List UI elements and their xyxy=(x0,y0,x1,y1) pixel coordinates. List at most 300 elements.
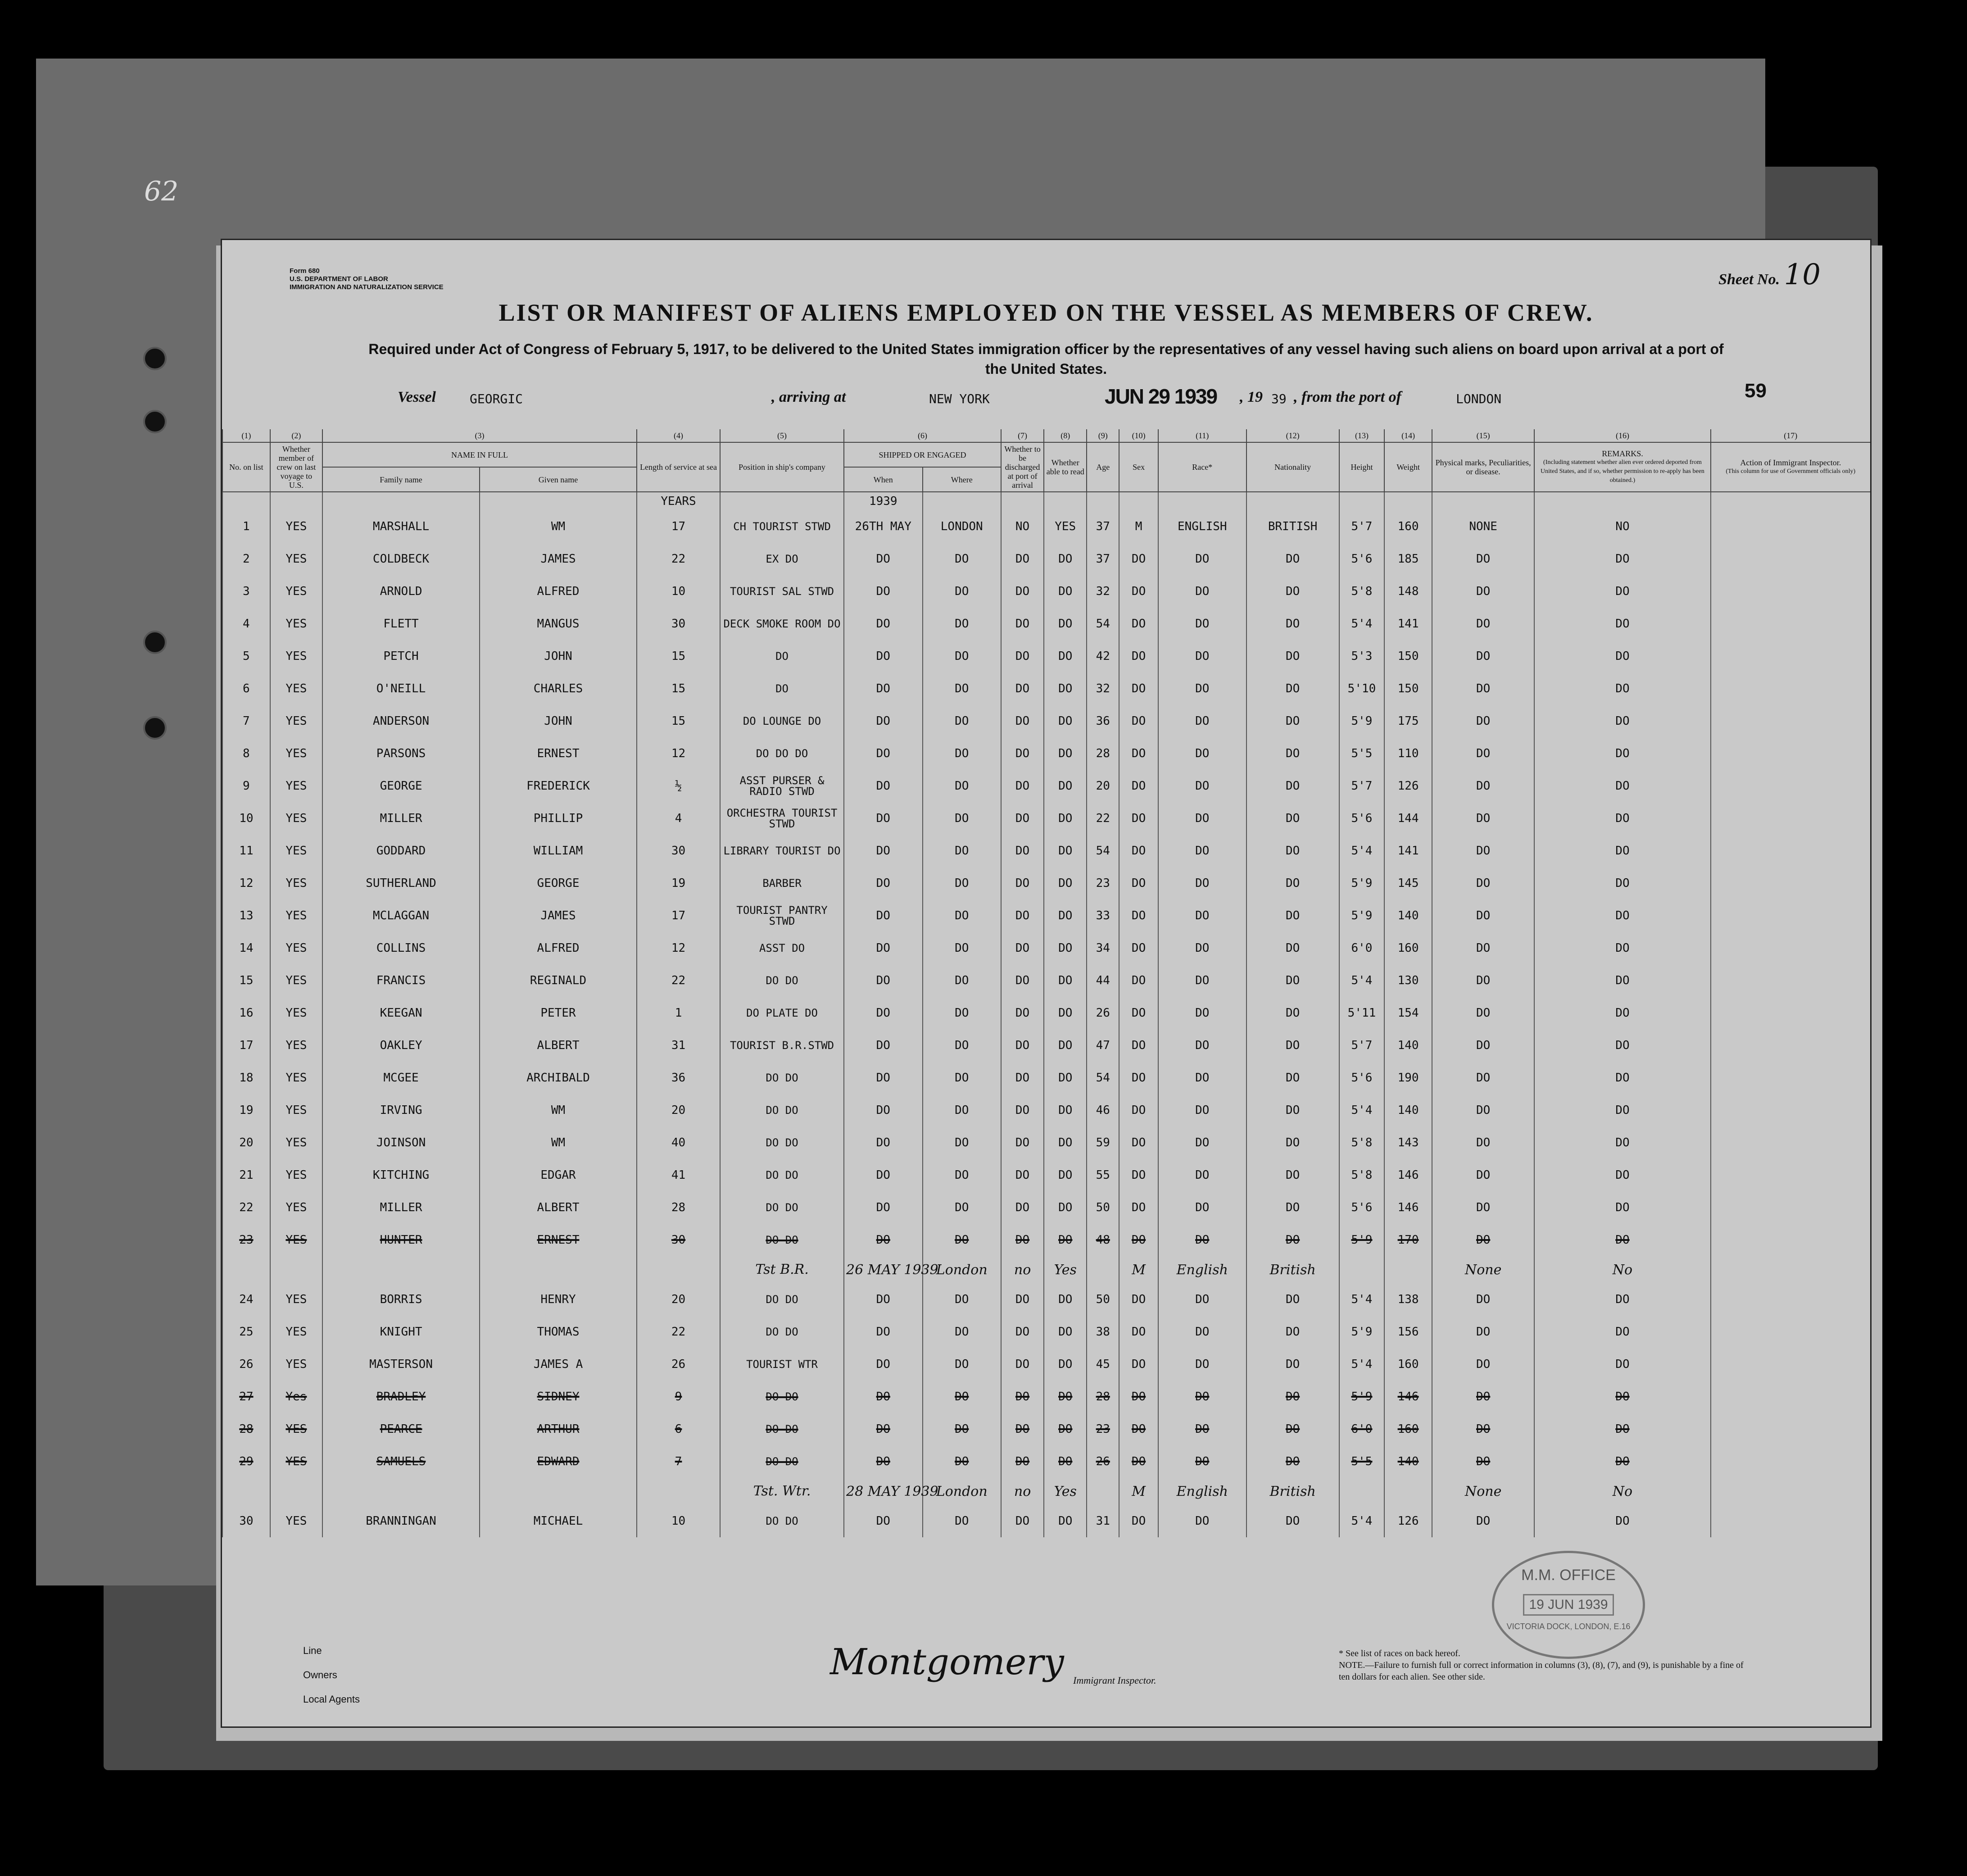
cell-weight: 146 xyxy=(1384,1191,1432,1224)
cell-disch: no xyxy=(1001,1256,1044,1283)
cell-yes: YES xyxy=(270,770,322,802)
cell-action xyxy=(1711,737,1870,770)
cell-yes: YES xyxy=(270,1348,322,1381)
cell-when: DO xyxy=(844,705,922,737)
cell-sex: DO xyxy=(1119,997,1158,1029)
cell-yes: YES xyxy=(270,1094,322,1127)
cell-where: DO xyxy=(923,1127,1001,1159)
cell-race: DO xyxy=(1158,608,1246,640)
crew-row xyxy=(222,1381,1870,1413)
cell-given: ALFRED xyxy=(480,932,637,964)
cell-age: 32 xyxy=(1087,672,1119,705)
arrival-port: NEW YORK xyxy=(929,391,990,406)
cell-read: DO xyxy=(1044,1029,1087,1062)
cell-position: ASST PURSER & RADIO STWD xyxy=(720,770,844,802)
cell-where: DO xyxy=(923,867,1001,899)
cell-sex: DO xyxy=(1119,1191,1158,1224)
cell-disch: DO xyxy=(1001,867,1044,899)
cell-remarks: DO xyxy=(1534,1505,1710,1537)
cell-remarks: DO xyxy=(1534,1029,1710,1062)
cell-sex: DO xyxy=(1119,1127,1158,1159)
cell-action xyxy=(1711,1191,1870,1224)
crew-row xyxy=(222,1127,1870,1159)
cell-disch: NO xyxy=(1001,510,1044,543)
cell-years: 22 xyxy=(637,964,720,997)
cell-disch: DO xyxy=(1001,1413,1044,1445)
cell-position: BARBER xyxy=(720,867,844,899)
cell-action xyxy=(1711,1094,1870,1127)
col-position: Position in ship's company xyxy=(720,442,844,492)
cell-no: 26 xyxy=(222,1348,270,1381)
cell-remarks: DO xyxy=(1534,608,1710,640)
cell-given: HENRY xyxy=(480,1283,637,1316)
cell-years: 22 xyxy=(637,1316,720,1348)
cell-position: TOURIST PANTRY STWD xyxy=(720,899,844,932)
cell-where: DO xyxy=(923,1159,1001,1191)
cell-where: DO xyxy=(923,672,1001,705)
cell-position: TOURIST SAL STWD xyxy=(720,575,844,608)
cell-nat: British xyxy=(1246,1478,1339,1505)
cell-when: DO xyxy=(844,1094,922,1127)
cell-action xyxy=(1711,1478,1870,1505)
cell-race: DO xyxy=(1158,899,1246,932)
cell-remarks: NO xyxy=(1534,510,1710,543)
cell-read: DO xyxy=(1044,672,1087,705)
crew-row xyxy=(222,705,1870,737)
cell-remarks: DO xyxy=(1534,575,1710,608)
cell-nat: DO xyxy=(1246,1094,1339,1127)
cell-disch: DO xyxy=(1001,964,1044,997)
cell-nat: DO xyxy=(1246,932,1339,964)
cell-yes: YES xyxy=(270,997,322,1029)
cell-position: DO DO xyxy=(720,1316,844,1348)
cell-yes: YES xyxy=(270,1283,322,1316)
cell-years: 9 xyxy=(637,1381,720,1413)
cell-marks: None xyxy=(1432,1256,1534,1283)
page-title: LIST OR MANIFEST OF ALIENS EMPLOYED ON THE VESSEL AS MEMBERS OF CREW. xyxy=(499,299,1594,326)
cell-remarks: DO xyxy=(1534,672,1710,705)
cell-marks: DO xyxy=(1432,899,1534,932)
cell-age: 33 xyxy=(1087,899,1119,932)
cell-marks: DO xyxy=(1432,1127,1534,1159)
cell-family: MCGEE xyxy=(322,1062,480,1094)
cell-no: 10 xyxy=(222,802,270,835)
cell-remarks: DO xyxy=(1534,1159,1710,1191)
cell-weight: 160 xyxy=(1384,1348,1432,1381)
handwritten-correction-row xyxy=(222,1256,1870,1283)
cell-position: DO LOUNGE DO xyxy=(720,705,844,737)
cell-height: 5'7 xyxy=(1339,510,1384,543)
crew-row xyxy=(222,575,1870,608)
cell-yes: YES xyxy=(270,705,322,737)
cell-weight: 175 xyxy=(1384,705,1432,737)
cell-years: 20 xyxy=(637,1094,720,1127)
cell-height: 5'5 xyxy=(1339,737,1384,770)
crew-row xyxy=(222,1094,1870,1127)
cell-position: DO DO xyxy=(720,1505,844,1537)
crew-row xyxy=(222,543,1870,575)
cell-height: 5'10 xyxy=(1339,672,1384,705)
cell-sex: DO xyxy=(1119,1094,1158,1127)
cell-sex: DO xyxy=(1119,640,1158,672)
cell-years: 41 xyxy=(637,1159,720,1191)
cell-action xyxy=(1711,1413,1870,1445)
cell-family: COLLINS xyxy=(322,932,480,964)
cell-weight: 160 xyxy=(1384,1413,1432,1445)
cell-action xyxy=(1711,672,1870,705)
cell-nat: DO xyxy=(1246,640,1339,672)
cell-nat: DO xyxy=(1246,543,1339,575)
cell-remarks: DO xyxy=(1534,802,1710,835)
cell-age xyxy=(1087,1478,1119,1505)
cell-position: DO DO xyxy=(720,1381,844,1413)
cell-remarks: DO xyxy=(1534,1316,1710,1348)
cell-marks: DO xyxy=(1432,1445,1534,1478)
cell-read: DO xyxy=(1044,1413,1087,1445)
crew-manifest-table xyxy=(222,429,1870,1537)
cell-yes: YES xyxy=(270,964,322,997)
cell-race: DO xyxy=(1158,1381,1246,1413)
inspector-signature: Montgomery xyxy=(830,1641,1064,1683)
cell-family: PARSONS xyxy=(322,737,480,770)
crew-row xyxy=(222,510,1870,543)
cell-sex: DO xyxy=(1119,737,1158,770)
cell-remarks: DO xyxy=(1534,1191,1710,1224)
crew-row xyxy=(222,608,1870,640)
cell-no: 12 xyxy=(222,867,270,899)
cell-weight: 141 xyxy=(1384,608,1432,640)
cell-family xyxy=(322,1478,480,1505)
cell-marks: DO xyxy=(1432,997,1534,1029)
cell-action xyxy=(1711,835,1870,867)
cell-age: 20 xyxy=(1087,770,1119,802)
cell-age: 46 xyxy=(1087,1094,1119,1127)
cell-given: THOMAS xyxy=(480,1316,637,1348)
cell-weight: 140 xyxy=(1384,1029,1432,1062)
cell-age: 50 xyxy=(1087,1191,1119,1224)
cell-age: 50 xyxy=(1087,1283,1119,1316)
cell-height: 5'8 xyxy=(1339,1159,1384,1191)
col-remarks: REMARKS. (Including statement whether alien ever ordered deported from United States, and if so, whether permission to re-apply has been obtained.) xyxy=(1534,442,1710,492)
cell-age: 28 xyxy=(1087,737,1119,770)
col-sex: Sex xyxy=(1119,442,1158,492)
cell-marks: None xyxy=(1432,1478,1534,1505)
cell-position: DO DO xyxy=(720,1224,844,1256)
cell-marks: DO xyxy=(1432,672,1534,705)
cell-age xyxy=(1087,1256,1119,1283)
binder-hole xyxy=(143,716,167,740)
cell-disch: DO xyxy=(1001,705,1044,737)
cell-years: ½ xyxy=(637,770,720,802)
cell-given xyxy=(480,1478,637,1505)
cell-given: ARCHIBALD xyxy=(480,1062,637,1094)
cell-where: DO xyxy=(923,1381,1001,1413)
cell-height xyxy=(1339,1478,1384,1505)
cell-yes: YES xyxy=(270,867,322,899)
cell-remarks: DO xyxy=(1534,1062,1710,1094)
cell-where: DO xyxy=(923,1062,1001,1094)
cell-family: ANDERSON xyxy=(322,705,480,737)
cell-years: 4 xyxy=(637,802,720,835)
cell-age: 42 xyxy=(1087,640,1119,672)
cell-given: WM xyxy=(480,510,637,543)
cell-remarks: DO xyxy=(1534,899,1710,932)
cell-position: DO DO xyxy=(720,1062,844,1094)
cell-where: DO xyxy=(923,575,1001,608)
cell-family: PETCH xyxy=(322,640,480,672)
cell-given: EDWARD xyxy=(480,1445,637,1478)
cell-when: DO xyxy=(844,1445,922,1478)
cell-height: 5'11 xyxy=(1339,997,1384,1029)
cell-race: DO xyxy=(1158,997,1246,1029)
cell-race: DO xyxy=(1158,802,1246,835)
cell-race: DO xyxy=(1158,1316,1246,1348)
cell-years: 36 xyxy=(637,1062,720,1094)
cell-weight xyxy=(1384,1256,1432,1283)
cell-where: DO xyxy=(923,932,1001,964)
cell-sex: DO xyxy=(1119,1029,1158,1062)
cell-read: DO xyxy=(1044,997,1087,1029)
cell-weight: 140 xyxy=(1384,899,1432,932)
cell-years: 17 xyxy=(637,510,720,543)
cell-where: DO xyxy=(923,802,1001,835)
cell-weight: 185 xyxy=(1384,543,1432,575)
cell-race: DO xyxy=(1158,1348,1246,1381)
cell-marks: DO xyxy=(1432,932,1534,964)
cell-action xyxy=(1711,705,1870,737)
cell-sex: DO xyxy=(1119,608,1158,640)
cell-disch: no xyxy=(1001,1478,1044,1505)
cell-marks: DO xyxy=(1432,770,1534,802)
cell-given: WM xyxy=(480,1127,637,1159)
cell-given: ALFRED xyxy=(480,575,637,608)
cell-nat: DO xyxy=(1246,1348,1339,1381)
cell-nat: DO xyxy=(1246,867,1339,899)
office-stamp: M.M. OFFICE 19 JUN 1939 VICTORIA DOCK, LONDON, E.16 xyxy=(1492,1551,1645,1659)
cell-where: DO xyxy=(923,1283,1001,1316)
cell-weight: 190 xyxy=(1384,1062,1432,1094)
cell-where: DO xyxy=(923,1445,1001,1478)
cell-race: DO xyxy=(1158,867,1246,899)
cell-sex: DO xyxy=(1119,964,1158,997)
unit-row: YEARS 1939 xyxy=(222,492,1870,510)
cell-read: DO xyxy=(1044,1283,1087,1316)
cell-action xyxy=(1711,1381,1870,1413)
cell-yes: YES xyxy=(270,543,322,575)
cell-action xyxy=(1711,1505,1870,1537)
cell-yes: YES xyxy=(270,1029,322,1062)
cell-given: CHARLES xyxy=(480,672,637,705)
cell-where: DO xyxy=(923,835,1001,867)
cell-no: 15 xyxy=(222,964,270,997)
cell-age: 34 xyxy=(1087,932,1119,964)
cell-no: 5 xyxy=(222,640,270,672)
page-number: 59 xyxy=(1745,380,1767,402)
cell-action xyxy=(1711,575,1870,608)
cell-disch: DO xyxy=(1001,932,1044,964)
cell-sex: M xyxy=(1119,1478,1158,1505)
cell-position: DO DO xyxy=(720,1445,844,1478)
crew-row xyxy=(222,770,1870,802)
cell-age: 45 xyxy=(1087,1348,1119,1381)
cell-height: 5'4 xyxy=(1339,608,1384,640)
cell-given: PHILLIP xyxy=(480,802,637,835)
cell-action xyxy=(1711,1127,1870,1159)
cell-years: 30 xyxy=(637,608,720,640)
cell-read: DO xyxy=(1044,1505,1087,1537)
cell-read: DO xyxy=(1044,932,1087,964)
cell-marks: DO xyxy=(1432,640,1534,672)
crew-row xyxy=(222,737,1870,770)
cell-age: 22 xyxy=(1087,802,1119,835)
cell-action xyxy=(1711,770,1870,802)
column-number-row: (1) (2) (3) (4) (5) (6) (7) (8) (9) (10) (11) (12) (13) (14) (15) (16) (17) xyxy=(222,429,1870,442)
cell-read: YES xyxy=(1044,510,1087,543)
cell-disch: DO xyxy=(1001,640,1044,672)
cell-sex: DO xyxy=(1119,1381,1158,1413)
cell-height: 5'8 xyxy=(1339,1127,1384,1159)
cell-when: DO xyxy=(844,1127,922,1159)
cell-sex: DO xyxy=(1119,1505,1158,1537)
cell-marks: DO xyxy=(1432,1316,1534,1348)
cell-race: DO xyxy=(1158,964,1246,997)
cell-when: DO xyxy=(844,835,922,867)
vessel-line: Vessel GEORGIC , arriving at NEW YORK JUN 29 1939 , 19 39 , from the port of LONDON xyxy=(398,385,1502,408)
cell-when: DO xyxy=(844,672,922,705)
cell-read: Yes xyxy=(1044,1256,1087,1283)
cell-disch: DO xyxy=(1001,835,1044,867)
cell-race: ENGLISH xyxy=(1158,510,1246,543)
cell-race: DO xyxy=(1158,835,1246,867)
cell-disch: DO xyxy=(1001,1127,1044,1159)
crew-row xyxy=(222,1316,1870,1348)
cell-read: DO xyxy=(1044,899,1087,932)
cell-read: DO xyxy=(1044,770,1087,802)
column-header-row xyxy=(222,442,1870,467)
cell-race: DO xyxy=(1158,1505,1246,1537)
cell-action xyxy=(1711,640,1870,672)
cell-action xyxy=(1711,1348,1870,1381)
cell-remarks: DO xyxy=(1534,737,1710,770)
cell-no xyxy=(222,1478,270,1505)
cell-read: DO xyxy=(1044,964,1087,997)
cell-sex: DO xyxy=(1119,1062,1158,1094)
cell-disch: DO xyxy=(1001,802,1044,835)
cell-height: 5'3 xyxy=(1339,640,1384,672)
cell-remarks: DO xyxy=(1534,1094,1710,1127)
cell-yes: YES xyxy=(270,510,322,543)
cell-family: KEEGAN xyxy=(322,997,480,1029)
cell-disch: DO xyxy=(1001,1505,1044,1537)
cell-given: FREDERICK xyxy=(480,770,637,802)
crew-row xyxy=(222,1283,1870,1316)
cell-read: DO xyxy=(1044,867,1087,899)
cell-race: DO xyxy=(1158,1413,1246,1445)
cell-weight: 148 xyxy=(1384,575,1432,608)
cell-race: DO xyxy=(1158,575,1246,608)
cell-family: COLDBECK xyxy=(322,543,480,575)
cell-yes: YES xyxy=(270,1062,322,1094)
cell-marks: DO xyxy=(1432,1381,1534,1413)
cell-position: DO DO xyxy=(720,1191,844,1224)
cell-family: IRVING xyxy=(322,1094,480,1127)
cell-nat: DO xyxy=(1246,737,1339,770)
cell-height: 5'6 xyxy=(1339,802,1384,835)
cell-height: 5'9 xyxy=(1339,1224,1384,1256)
cell-years: 40 xyxy=(637,1127,720,1159)
cell-position: EX DO xyxy=(720,543,844,575)
cell-where: DO xyxy=(923,964,1001,997)
cell-position: ASST DO xyxy=(720,932,844,964)
cell-family: FLETT xyxy=(322,608,480,640)
cell-years: 12 xyxy=(637,932,720,964)
cell-yes: YES xyxy=(270,575,322,608)
cell-marks: DO xyxy=(1432,705,1534,737)
cell-family: BRADLEY xyxy=(322,1381,480,1413)
cell-position: LIBRARY TOURIST DO xyxy=(720,835,844,867)
crew-row xyxy=(222,672,1870,705)
cell-age: 28 xyxy=(1087,1381,1119,1413)
cell-sex: DO xyxy=(1119,1445,1158,1478)
cell-read: DO xyxy=(1044,1381,1087,1413)
cell-where: DO xyxy=(923,770,1001,802)
cell-height: 5'9 xyxy=(1339,1381,1384,1413)
cell-race: DO xyxy=(1158,640,1246,672)
cell-no: 14 xyxy=(222,932,270,964)
cell-family: KITCHING xyxy=(322,1159,480,1191)
cell-years: 15 xyxy=(637,640,720,672)
cell-action xyxy=(1711,1256,1870,1283)
cell-no: 23 xyxy=(222,1224,270,1256)
cell-disch: DO xyxy=(1001,543,1044,575)
cell-years xyxy=(637,1478,720,1505)
cell-remarks: DO xyxy=(1534,1127,1710,1159)
cell-yes: YES xyxy=(270,1224,322,1256)
col-weight: Weight xyxy=(1384,442,1432,492)
cell-nat: DO xyxy=(1246,1127,1339,1159)
cell-family: JOINSON xyxy=(322,1127,480,1159)
cell-read: DO xyxy=(1044,1445,1087,1478)
cell-where: DO xyxy=(923,899,1001,932)
cell-sex: M xyxy=(1119,1256,1158,1283)
cell-where: DO xyxy=(923,1348,1001,1381)
cell-sex: DO xyxy=(1119,543,1158,575)
cell-when: 26 MAY 1939 xyxy=(844,1256,922,1283)
cell-race: English xyxy=(1158,1256,1246,1283)
cell-nat: DO xyxy=(1246,672,1339,705)
crew-row xyxy=(222,867,1870,899)
col-physical-marks: Physical marks, Peculiarities, or disease. xyxy=(1432,442,1534,492)
cell-no: 22 xyxy=(222,1191,270,1224)
cell-when: DO xyxy=(844,1348,922,1381)
cell-given: ARTHUR xyxy=(480,1413,637,1445)
cell-age: 37 xyxy=(1087,543,1119,575)
crew-row xyxy=(222,1348,1870,1381)
cell-given: JAMES xyxy=(480,899,637,932)
cell-height: 5'9 xyxy=(1339,1316,1384,1348)
cell-position: DO DO xyxy=(720,1094,844,1127)
cell-nat: DO xyxy=(1246,802,1339,835)
cell-remarks: DO xyxy=(1534,1283,1710,1316)
cell-remarks: DO xyxy=(1534,835,1710,867)
cell-years: 15 xyxy=(637,705,720,737)
cell-disch: DO xyxy=(1001,1445,1044,1478)
cell-when: 28 MAY 1939 xyxy=(844,1478,922,1505)
cell-height: 5'6 xyxy=(1339,1062,1384,1094)
col-service: Length of service at sea xyxy=(637,442,720,492)
crew-row xyxy=(222,835,1870,867)
arrival-date-stamp: JUN 29 1939 xyxy=(1105,385,1217,408)
